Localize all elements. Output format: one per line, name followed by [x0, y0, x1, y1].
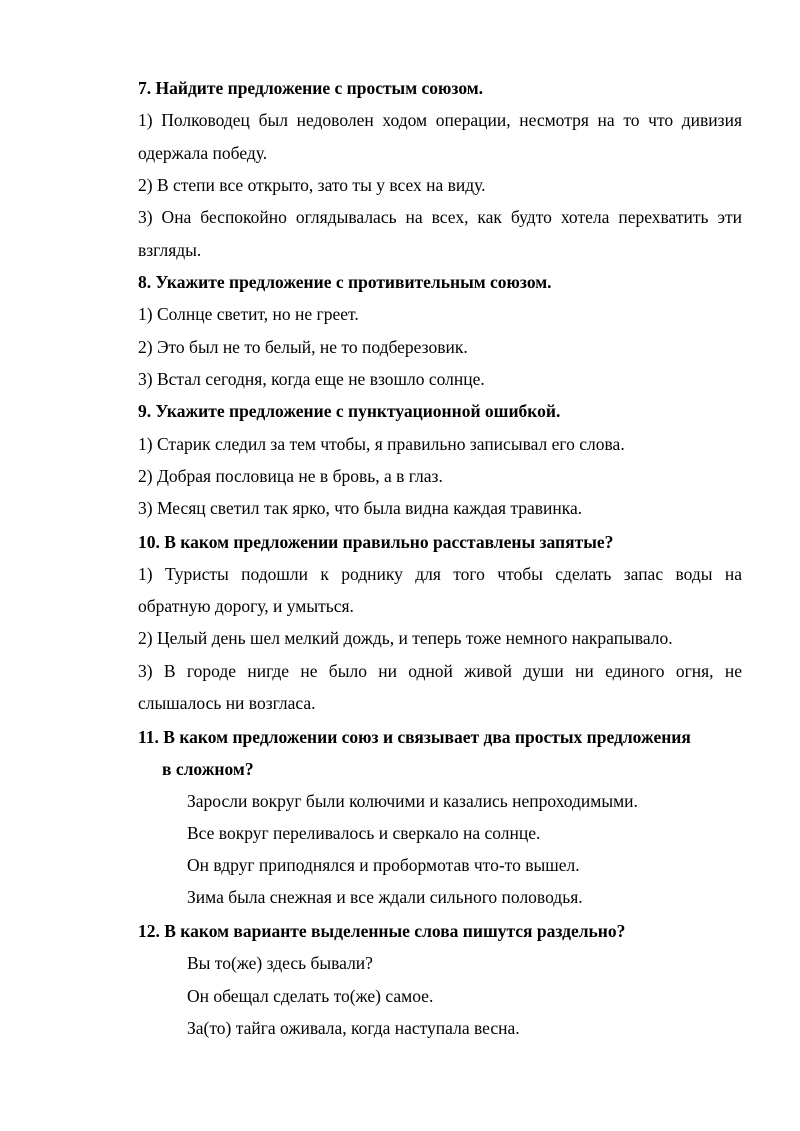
question-7-option-2: 2) В степи все открыто, зато ты у всех на виду. [138, 175, 486, 195]
question-12-option-3: За(то) тайга оживала, когда наступала весна. [187, 1018, 520, 1038]
question-11-title: 11. В каком предложении союз и связывает два простых предложения [138, 727, 691, 747]
question-12-option-2: Он обещал сделать то(же) самое. [187, 986, 434, 1006]
question-7-option-3-line-1: 3) Она беспокойно оглядывалась на всех, как будто хотела перехватить эти [138, 207, 742, 227]
question-9-option-1: 1) Старик следил за тем чтобы, я правильно записывал его слова. [138, 434, 625, 454]
question-10-option-1-line-2: обратную дорогу, и умыться. [138, 596, 354, 616]
question-10-option-3-line-2: слышалось ни возгласа. [138, 693, 316, 713]
question-8-option-3: 3) Встал сегодня, когда еще не взошло солнце. [138, 369, 485, 389]
question-10-title: 10. В каком предложении правильно расставлены запятые? [138, 532, 614, 552]
question-10-option-3-line-1: 3) В городе нигде не было ни одной живой души ни единого огня, не [138, 661, 742, 681]
question-7-option-1-line-2: одержала победу. [138, 143, 268, 163]
question-9-title: 9. Укажите предложение с пунктуационной ошибкой. [138, 401, 561, 421]
question-7-option-1-line-1: 1) Полководец был недоволен ходом операции, несмотря на то что дивизия [138, 110, 742, 130]
question-9-option-3: 3) Месяц светил так ярко, что была видна каждая травинка. [138, 498, 583, 518]
question-7-option-3-line-2: взгляды. [138, 240, 202, 260]
question-11-option-1: Заросли вокруг были колючими и казались непроходимыми. [187, 791, 638, 811]
question-11-option-2: Все вокруг переливалось и сверкало на солнце. [187, 823, 541, 843]
question-8-title: 8. Укажите предложение с противительным союзом. [138, 272, 552, 292]
question-11-option-3: Он вдруг приподнялся и пробормотав что-то вышел. [187, 855, 580, 875]
question-9-option-2: 2) Добрая пословица не в бровь, а в глаз. [138, 466, 443, 486]
question-10-option-2: 2) Целый день шел мелкий дождь, и теперь тоже немного накрапывало. [138, 628, 673, 648]
question-11-title-continuation: в сложном? [162, 759, 254, 779]
question-8-option-2: 2) Это был не то белый, не то подберезовик. [138, 337, 468, 357]
question-12-title: 12. В каком варианте выделенные слова пишутся раздельно? [138, 921, 626, 941]
question-7-title: 7. Найдите предложение с простым союзом. [138, 78, 484, 98]
question-10-option-1-line-1: 1) Туристы подошли к роднику для того чтобы сделать запас воды на [138, 564, 742, 584]
question-8-option-1: 1) Солнце светит, но не греет. [138, 304, 359, 324]
question-11-option-4: Зима была снежная и все ждали сильного половодья. [187, 887, 583, 907]
question-12-option-1: Вы то(же) здесь бывали? [187, 953, 373, 973]
